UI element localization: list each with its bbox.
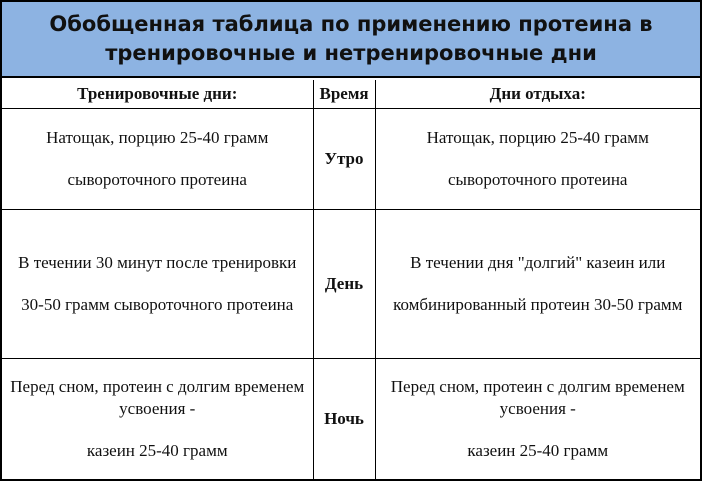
- time-cell-day: День: [313, 210, 375, 359]
- rest-cell-morning: [375, 109, 700, 210]
- cell-text: Натощак, порцию 25-40 грамм: [426, 128, 649, 148]
- training-cell-night: [2, 359, 313, 479]
- rest-cell-day: [375, 210, 700, 359]
- title-line-1: Обобщенная таблица по применению протеина в: [49, 12, 653, 36]
- cell-text: Перед сном, протеин с долгим временем усвоения -: [10, 377, 305, 418]
- cell-text: 30-50 грамм сывороточного протеина: [21, 295, 294, 315]
- title-line-2: тренировочные и нетренировочные дни: [105, 41, 597, 65]
- time-cell-night: Ночь: [313, 359, 375, 479]
- header-rest-days: Дни отдыха:: [375, 80, 700, 109]
- cell-text: казеин 25-40 грамм: [86, 441, 228, 460]
- time-cell-morning: Утро: [313, 109, 375, 210]
- header-training-days: Тренировочные дни:: [2, 80, 313, 109]
- cell-text: В течении 30 минут после тренировки: [18, 253, 297, 273]
- table-row-morning: [2, 109, 700, 210]
- cell-text: Натощак, порцию 25-40 грамм: [46, 128, 269, 148]
- header-row: [2, 80, 700, 109]
- cell-text: сывороточного протеина: [448, 170, 628, 190]
- cell-text: Перед сном, протеин с долгим временем усвоения -: [390, 377, 685, 418]
- training-cell-day: [2, 210, 313, 359]
- header-time: Время: [313, 80, 375, 109]
- cell-text: казеин 25-40 грамм: [467, 441, 609, 460]
- cell-text: комбинированный протеин 30-50 грамм: [393, 295, 683, 315]
- cell-text: В течении дня "долгий" казеин или: [410, 253, 666, 273]
- table-row-night: [2, 359, 700, 479]
- protein-schedule-table: [2, 80, 700, 479]
- rest-cell-night: [375, 359, 700, 479]
- cell-text: сывороточного протеина: [67, 170, 247, 190]
- table-row-day: [2, 210, 700, 359]
- training-cell-morning: [2, 109, 313, 210]
- table-title: [2, 2, 700, 78]
